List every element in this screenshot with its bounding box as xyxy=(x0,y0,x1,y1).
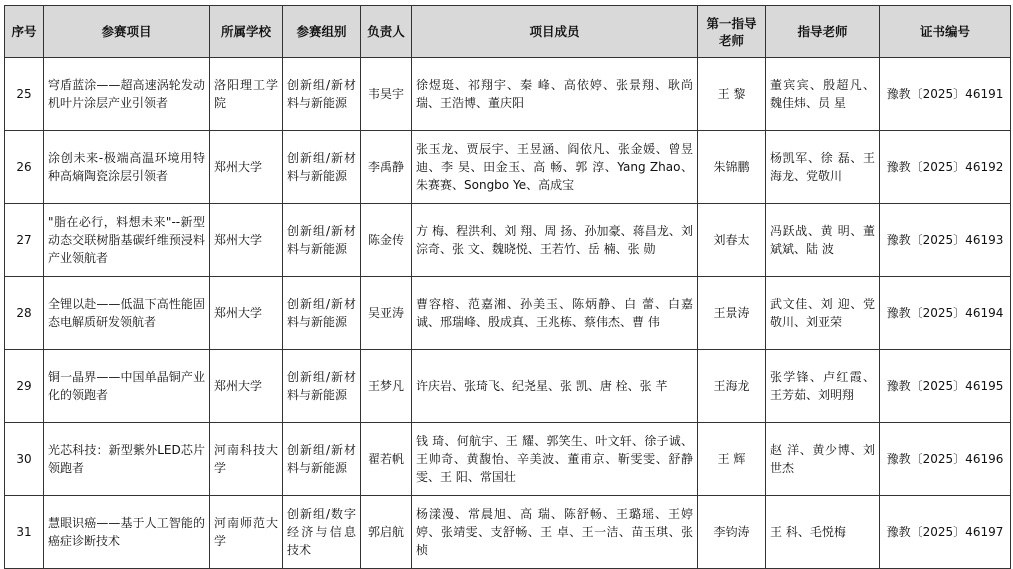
cell-members: 杨漾漫、常晨旭、高 瑞、陈舒畅、王璐瑶、王婷婷、张靖雯、支舒畅、王 卓、王一洁、苗玉琪、张 桢 xyxy=(412,496,698,569)
cell-advisors: 张学锋、卢红霞、王芳茹、刘明翔 xyxy=(766,350,880,423)
cell-seq: 31 xyxy=(5,496,44,569)
cell-leader: 陈金传 xyxy=(361,204,412,277)
cell-project: 涂创未来-极端高温环境用特种高熵陶瓷涂层引领者 xyxy=(44,131,210,204)
cell-advisors: 王 科、毛悦梅 xyxy=(766,496,880,569)
cell-cert: 豫教〔2025〕46196 xyxy=(880,423,1011,496)
cell-members: 钱 琦、何航宇、王 耀、郭笑生、叶文轩、徐子诚、王帅奇、黄馥怡、辛美波、董甫京、靳雯雯、舒静雯、王 阳、常国壮 xyxy=(412,423,698,496)
header-row xyxy=(5,6,1011,58)
table-row xyxy=(5,58,1011,131)
cell-first-advisor: 王海龙 xyxy=(698,350,766,423)
cell-project: 光芯科技：新型紫外LED芯片领跑者 xyxy=(44,423,210,496)
cell-project: 铜一晶界——中国单晶铜产业化的领跑者 xyxy=(44,350,210,423)
cell-cert: 豫教〔2025〕46197 xyxy=(880,496,1011,569)
cell-project: 穹盾蓝涂——超高速涡轮发动机叶片涂层产业引领者 xyxy=(44,58,210,131)
cell-leader: 李禹静 xyxy=(361,131,412,204)
cell-project: "脂在必行，料想未来"--新型动态交联树脂基碳纤维预浸料产业领航者 xyxy=(44,204,210,277)
cell-group: 创新组/新材料与新能源 xyxy=(283,131,361,204)
award-table xyxy=(4,5,1011,569)
header-first-advisor xyxy=(698,6,766,58)
table-row xyxy=(5,277,1011,350)
cell-first-advisor: 王景涛 xyxy=(698,277,766,350)
cell-group: 创新组/数字经济与信息技术 xyxy=(283,496,361,569)
cell-seq: 27 xyxy=(5,204,44,277)
cell-advisors: 杨凯军、徐 磊、王海龙、党敬川 xyxy=(766,131,880,204)
cell-first-advisor: 刘春太 xyxy=(698,204,766,277)
cell-seq: 29 xyxy=(5,350,44,423)
cell-first-advisor: 李钧涛 xyxy=(698,496,766,569)
cell-leader: 王梦凡 xyxy=(361,350,412,423)
cell-cert: 豫教〔2025〕46191 xyxy=(880,58,1011,131)
cell-school: 郑州大学 xyxy=(210,131,283,204)
cell-school: 郑州大学 xyxy=(210,277,283,350)
header-members: 项目成员 xyxy=(412,6,698,58)
cell-school: 洛阳理工学院 xyxy=(210,58,283,131)
cell-advisors: 武文佳、刘 迎、党敬川、刘亚荣 xyxy=(766,277,880,350)
cell-advisors: 赵 洋、黄少博、刘世杰 xyxy=(766,423,880,496)
cell-leader: 翟若帆 xyxy=(361,423,412,496)
cell-members: 曹容榕、范嘉湘、孙美玉、陈炳静、白 蕾、白嘉诚、邢瑞峰、殷成真、王兆栋、蔡伟杰、曹 伟 xyxy=(412,277,698,350)
cell-leader: 吴亚涛 xyxy=(361,277,412,350)
cell-seq: 28 xyxy=(5,277,44,350)
cell-seq: 25 xyxy=(5,58,44,131)
table-row xyxy=(5,204,1011,277)
header-group: 参赛组别 xyxy=(283,6,361,58)
cell-cert: 豫教〔2025〕46193 xyxy=(880,204,1011,277)
table-row xyxy=(5,423,1011,496)
header-project: 参赛项目 xyxy=(44,6,210,58)
cell-members: 许庆岩、张琦飞、纪尧星、张 凯、唐 栓、张 芊 xyxy=(412,350,698,423)
cell-members: 方 梅、程洪利、刘 翔、周 扬、孙加豪、蒋昌龙、刘淙奇、张 文、魏晓悦、王若竹、岳 楠、张 勋 xyxy=(412,204,698,277)
header-cert: 证书编号 xyxy=(880,6,1011,58)
header-first-advisor-label: 第一指导老师 xyxy=(706,15,757,48)
cell-group: 创新组/新材料与新能源 xyxy=(283,58,361,131)
cell-cert: 豫教〔2025〕46194 xyxy=(880,277,1011,350)
table-row xyxy=(5,131,1011,204)
cell-group: 创新组/新材料与新能源 xyxy=(283,204,361,277)
cell-cert: 豫教〔2025〕46192 xyxy=(880,131,1011,204)
cell-members: 张玉龙、贾辰宇、王昱涵、阎依凡、张金媛、曾昱迪、李 昊、田金玉、高 畅、郭 淳、Yang Zhao、朱赛赛、Songbo Ye、高成宝 xyxy=(412,131,698,204)
cell-school: 郑州大学 xyxy=(210,204,283,277)
cell-seq: 30 xyxy=(5,423,44,496)
header-seq: 序号 xyxy=(5,6,44,58)
table-row xyxy=(5,496,1011,569)
cell-first-advisor: 朱锦鹏 xyxy=(698,131,766,204)
table-row xyxy=(5,350,1011,423)
header-leader: 负责人 xyxy=(361,6,412,58)
cell-advisors: 董宾宾、殷超凡、魏佳炜、员 星 xyxy=(766,58,880,131)
cell-school: 郑州大学 xyxy=(210,350,283,423)
cell-project: 全锂以赴——低温下高性能固态电解质研发领航者 xyxy=(44,277,210,350)
cell-leader: 郭启航 xyxy=(361,496,412,569)
cell-leader: 韦昊宇 xyxy=(361,58,412,131)
cell-project: 慧眼识癌——基于人工智能的癌症诊断技术 xyxy=(44,496,210,569)
cell-cert: 豫教〔2025〕46195 xyxy=(880,350,1011,423)
header-advisors: 指导老师 xyxy=(766,6,880,58)
cell-group: 创新组/新材料与新能源 xyxy=(283,423,361,496)
cell-group: 创新组/新材料与新能源 xyxy=(283,350,361,423)
cell-school: 河南师范大学 xyxy=(210,496,283,569)
cell-group: 创新组/新材料与新能源 xyxy=(283,277,361,350)
header-school: 所属学校 xyxy=(210,6,283,58)
cell-school: 河南科技大学 xyxy=(210,423,283,496)
cell-members: 徐煜珽、祁翔宇、秦 峰、高依婷、张景翔、耿尚瑞、王浩博、董庆阳 xyxy=(412,58,698,131)
cell-first-advisor: 王 辉 xyxy=(698,423,766,496)
cell-seq: 26 xyxy=(5,131,44,204)
cell-advisors: 冯跃战、黄 明、董斌斌、陆 波 xyxy=(766,204,880,277)
cell-first-advisor: 王 黎 xyxy=(698,58,766,131)
